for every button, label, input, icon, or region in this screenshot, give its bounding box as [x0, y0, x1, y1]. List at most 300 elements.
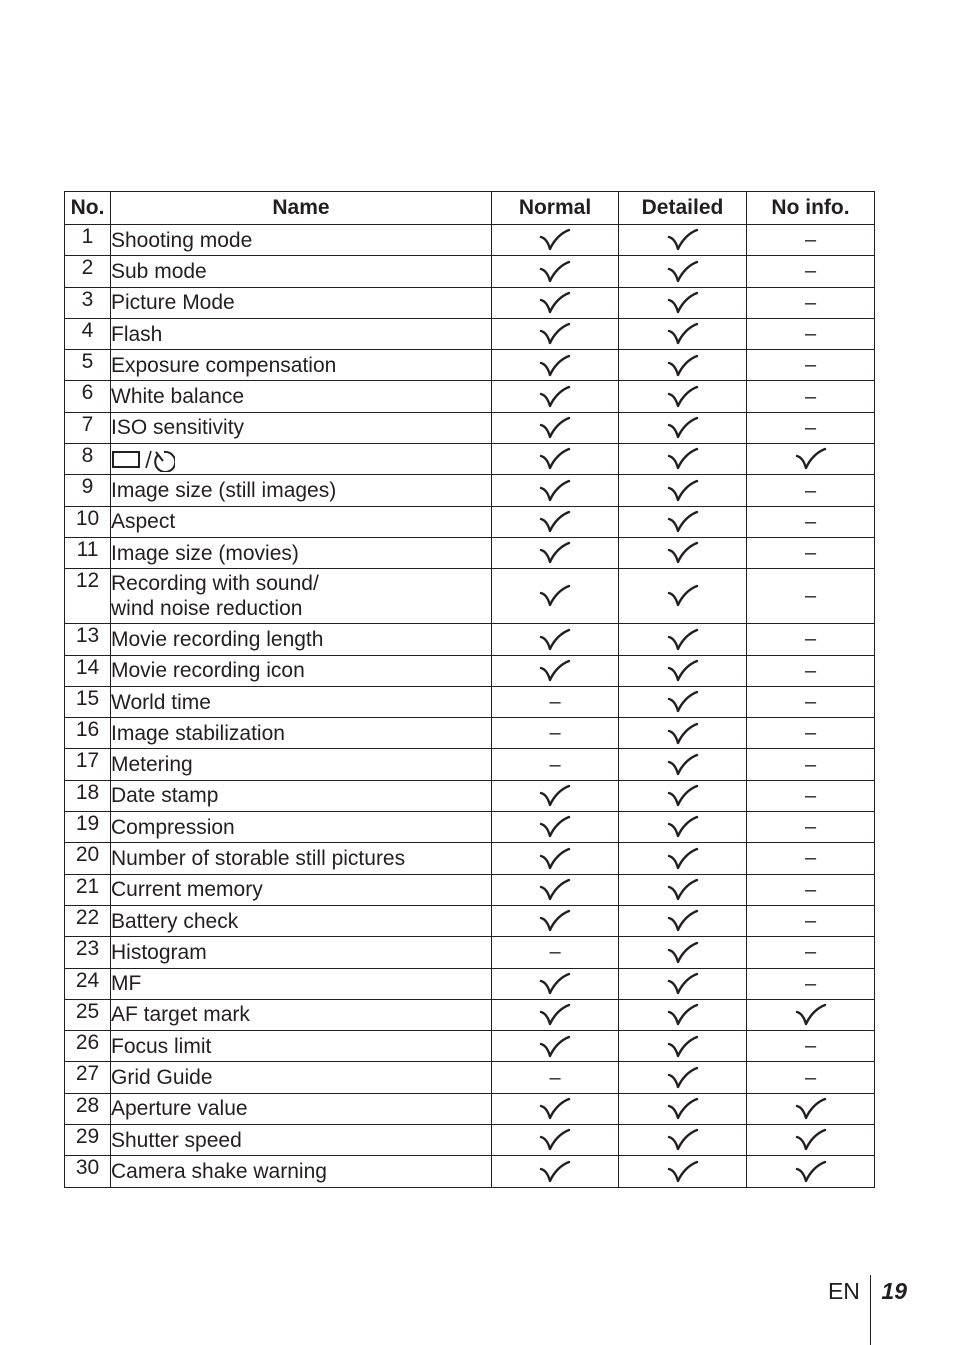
cell-normal — [492, 905, 619, 936]
check-icon — [667, 447, 699, 470]
row-name-line: Current memory — [111, 878, 263, 902]
table-row — [65, 537, 875, 568]
row-name-line: Sub mode — [111, 259, 207, 283]
check-icon — [539, 909, 571, 932]
check-icon — [667, 690, 699, 713]
dash-mark: – — [804, 878, 817, 901]
check-icon — [667, 784, 699, 807]
cell-detailed — [619, 412, 747, 443]
cell-normal — [492, 225, 619, 256]
row-name-line: Histogram — [111, 940, 207, 964]
cell-no-info — [747, 749, 875, 780]
row-name-line: Aspect — [111, 510, 176, 534]
cell-no-info — [747, 905, 875, 936]
check-icon — [667, 909, 699, 932]
row-number: 26 — [65, 1031, 111, 1062]
row-number: 1 — [65, 225, 111, 256]
row-name-line: Flash — [111, 322, 163, 346]
check-icon — [539, 416, 571, 439]
row-number: 3 — [65, 287, 111, 318]
dash-mark: – — [549, 753, 561, 776]
check-icon — [539, 627, 571, 650]
cell-normal — [492, 475, 619, 506]
row-name-line: Recording with sound/ — [111, 572, 319, 596]
row-name-line: White balance — [111, 385, 245, 409]
check-icon — [795, 1097, 827, 1120]
cell-detailed — [619, 874, 747, 905]
check-icon — [667, 815, 699, 838]
table-row — [65, 812, 875, 843]
check-icon — [667, 1097, 699, 1120]
row-number: 19 — [65, 812, 111, 843]
cell-detailed — [619, 381, 747, 412]
check-icon — [667, 384, 699, 407]
check-icon — [667, 1128, 699, 1151]
row-number: 8 — [65, 444, 111, 475]
row-number: 23 — [65, 937, 111, 968]
dash-mark: – — [804, 784, 817, 807]
row-name-icons — [111, 444, 492, 475]
cell-no-info — [747, 655, 875, 686]
dash-mark: – — [804, 291, 817, 314]
table-row — [65, 749, 875, 780]
row-name — [111, 937, 492, 968]
check-icon — [539, 846, 571, 869]
table-row — [65, 968, 875, 999]
table-header-row — [65, 192, 875, 225]
language-label: EN — [827, 1278, 860, 1304]
table-row — [65, 318, 875, 349]
cell-detailed — [619, 569, 747, 624]
header-normal: Normal — [492, 192, 619, 225]
cell-no-info — [747, 843, 875, 874]
table-row — [65, 999, 875, 1030]
cell-no-info — [747, 287, 875, 318]
cell-normal — [492, 569, 619, 624]
row-name — [111, 537, 492, 568]
row-name — [111, 506, 492, 537]
cell-no-info — [747, 1156, 875, 1187]
row-name-line: Movie recording icon — [111, 659, 305, 683]
check-icon — [539, 1034, 571, 1057]
dash-mark: – — [804, 847, 817, 870]
cell-no-info — [747, 624, 875, 655]
check-icon — [667, 627, 699, 650]
cell-detailed — [619, 350, 747, 381]
row-name — [111, 412, 492, 443]
cell-normal — [492, 506, 619, 537]
row-name — [111, 905, 492, 936]
dash-mark: – — [804, 910, 817, 933]
check-icon — [539, 878, 571, 901]
row-name-line: MF — [111, 972, 142, 996]
table-row — [65, 225, 875, 256]
cell-normal — [492, 780, 619, 811]
page-number: 19 — [881, 1278, 907, 1304]
cell-normal — [492, 624, 619, 655]
row-name — [111, 843, 492, 874]
row-number: 17 — [65, 749, 111, 780]
row-name — [111, 1125, 492, 1156]
table-row — [65, 843, 875, 874]
cell-normal — [492, 350, 619, 381]
row-name-line: Grid Guide — [111, 1066, 213, 1090]
cell-detailed — [619, 749, 747, 780]
row-name — [111, 256, 492, 287]
row-number: 4 — [65, 318, 111, 349]
cell-detailed — [619, 686, 747, 717]
header-name: Name — [111, 192, 492, 225]
row-number: 2 — [65, 256, 111, 287]
row-name-line: Image stabilization — [111, 721, 285, 745]
cell-normal — [492, 287, 619, 318]
row-name-line: Picture Mode — [111, 291, 235, 315]
row-name — [111, 287, 492, 318]
dash-mark: – — [804, 691, 817, 713]
table-row — [65, 1156, 875, 1187]
check-icon — [667, 322, 699, 345]
row-name-line: Aperture value — [111, 1097, 248, 1121]
cell-no-info — [747, 780, 875, 811]
row-name-line: Exposure compensation — [111, 353, 337, 377]
dash-mark: – — [804, 1066, 817, 1089]
row-name-line: wind noise reduction — [111, 597, 303, 621]
row-number: 5 — [65, 350, 111, 381]
dash-mark: – — [549, 691, 561, 713]
row-name-line: Focus limit — [111, 1034, 212, 1058]
check-icon — [539, 510, 571, 533]
cell-no-info — [747, 812, 875, 843]
cell-normal — [492, 1031, 619, 1062]
cell-normal — [492, 256, 619, 287]
row-number: 20 — [65, 843, 111, 874]
row-number: 28 — [65, 1093, 111, 1124]
cell-detailed — [619, 475, 747, 506]
row-number: 24 — [65, 968, 111, 999]
cell-detailed — [619, 537, 747, 568]
dash-mark: – — [549, 722, 561, 745]
table-row — [65, 874, 875, 905]
check-icon — [795, 1003, 827, 1026]
row-name — [111, 624, 492, 655]
cell-detailed — [619, 968, 747, 999]
cell-normal — [492, 874, 619, 905]
row-name-line: AF target mark — [111, 1003, 250, 1027]
cell-normal — [492, 1125, 619, 1156]
table-row — [65, 1031, 875, 1062]
check-icon — [667, 1159, 699, 1182]
check-icon — [539, 353, 571, 376]
row-name-line: Metering — [111, 753, 193, 777]
row-name — [111, 318, 492, 349]
cell-normal — [492, 686, 619, 717]
row-number: 25 — [65, 999, 111, 1030]
cell-normal — [492, 537, 619, 568]
check-icon — [539, 447, 571, 470]
row-number: 13 — [65, 624, 111, 655]
row-name — [111, 225, 492, 256]
cell-detailed — [619, 506, 747, 537]
check-icon — [539, 384, 571, 407]
check-icon — [667, 259, 699, 282]
cell-normal — [492, 937, 619, 968]
cell-detailed — [619, 999, 747, 1030]
row-name-line: Camera shake warning — [111, 1159, 327, 1183]
row-number: 18 — [65, 780, 111, 811]
table-row — [65, 506, 875, 537]
check-icon — [539, 1003, 571, 1026]
row-name — [111, 749, 492, 780]
dash-mark: – — [804, 1035, 817, 1058]
table-row — [65, 444, 875, 475]
row-name-line: Movie recording length — [111, 627, 324, 651]
check-icon — [667, 416, 699, 439]
cell-normal — [492, 655, 619, 686]
cell-detailed — [619, 812, 747, 843]
check-icon — [667, 291, 699, 314]
cell-no-info — [747, 1093, 875, 1124]
row-name-line: Date stamp — [111, 784, 219, 808]
check-icon — [667, 510, 699, 533]
dash-mark: – — [804, 229, 817, 252]
cell-normal — [492, 968, 619, 999]
dash-mark: – — [804, 542, 817, 565]
row-name — [111, 1062, 492, 1093]
check-icon — [667, 1065, 699, 1088]
cell-detailed — [619, 937, 747, 968]
check-icon — [667, 721, 699, 744]
row-name — [111, 718, 492, 749]
cell-detailed — [619, 905, 747, 936]
row-name-line: Shutter speed — [111, 1128, 242, 1152]
table-row — [65, 624, 875, 655]
row-number: 12 — [65, 569, 111, 624]
cell-normal — [492, 749, 619, 780]
dash-mark: – — [804, 628, 817, 651]
dash-mark: – — [804, 323, 817, 346]
dash-mark: – — [804, 722, 817, 745]
check-icon — [539, 478, 571, 501]
display-info-table — [64, 191, 875, 1188]
check-icon — [667, 971, 699, 994]
cell-normal — [492, 1062, 619, 1093]
check-icon — [539, 784, 571, 807]
cell-no-info — [747, 937, 875, 968]
cell-normal — [492, 318, 619, 349]
check-icon — [539, 322, 571, 345]
cell-no-info — [747, 225, 875, 256]
table-row — [65, 1125, 875, 1156]
dash-mark: – — [804, 260, 817, 283]
row-number: 6 — [65, 381, 111, 412]
table-row — [65, 381, 875, 412]
check-icon — [539, 584, 571, 607]
row-number: 14 — [65, 655, 111, 686]
table-row — [65, 412, 875, 443]
cell-no-info — [747, 1031, 875, 1062]
dash-mark: – — [804, 753, 817, 776]
row-name — [111, 350, 492, 381]
check-icon — [795, 1128, 827, 1151]
check-icon — [539, 1128, 571, 1151]
table-row — [65, 780, 875, 811]
table-row — [65, 569, 875, 624]
dash-mark: – — [804, 585, 817, 608]
table-row — [65, 686, 875, 717]
cell-no-info — [747, 381, 875, 412]
row-name-line: World time — [111, 690, 211, 714]
row-number: 30 — [65, 1156, 111, 1187]
check-icon — [667, 878, 699, 901]
row-name — [111, 874, 492, 905]
cell-no-info — [747, 1125, 875, 1156]
dash-mark: – — [804, 510, 817, 533]
cell-no-info — [747, 968, 875, 999]
cell-no-info — [747, 874, 875, 905]
row-name-line: ISO sensitivity — [111, 416, 245, 440]
cell-no-info — [747, 718, 875, 749]
row-number: 7 — [65, 412, 111, 443]
cell-detailed — [619, 843, 747, 874]
cell-detailed — [619, 318, 747, 349]
table-row — [65, 287, 875, 318]
cell-no-info — [747, 537, 875, 568]
table-row — [65, 350, 875, 381]
cell-no-info — [747, 256, 875, 287]
row-name-line: Image size (movies) — [111, 541, 299, 565]
row-name — [111, 475, 492, 506]
row-number: 15 — [65, 686, 111, 717]
cell-normal — [492, 812, 619, 843]
check-icon — [667, 752, 699, 775]
check-icon — [667, 658, 699, 681]
cell-no-info — [747, 350, 875, 381]
row-number: 16 — [65, 718, 111, 749]
row-name — [111, 1031, 492, 1062]
cell-detailed — [619, 1156, 747, 1187]
table-row — [65, 256, 875, 287]
cell-no-info — [747, 444, 875, 475]
cell-no-info — [747, 475, 875, 506]
check-icon — [539, 291, 571, 314]
cell-no-info — [747, 999, 875, 1030]
row-name — [111, 686, 492, 717]
cell-normal — [492, 412, 619, 443]
cell-detailed — [619, 655, 747, 686]
check-icon — [667, 478, 699, 501]
row-name — [111, 780, 492, 811]
row-name-line: Battery check — [111, 909, 239, 933]
cell-detailed — [619, 624, 747, 655]
check-icon — [539, 815, 571, 838]
table-row — [65, 1093, 875, 1124]
check-icon — [539, 1097, 571, 1120]
cell-detailed — [619, 225, 747, 256]
row-name — [111, 569, 492, 624]
cell-normal — [492, 444, 619, 475]
cell-detailed — [619, 444, 747, 475]
dash-mark: – — [804, 416, 817, 439]
row-name — [111, 381, 492, 412]
cell-no-info — [747, 686, 875, 717]
row-number: 27 — [65, 1062, 111, 1093]
table-row — [65, 655, 875, 686]
cell-detailed — [619, 256, 747, 287]
check-icon — [539, 658, 571, 681]
check-icon — [667, 1034, 699, 1057]
row-number: 10 — [65, 506, 111, 537]
row-name-line: Shooting mode — [111, 228, 253, 252]
cell-detailed — [619, 718, 747, 749]
dash-mark: – — [549, 1066, 561, 1089]
check-icon — [667, 353, 699, 376]
single-shot-self-timer-icon — [111, 447, 175, 470]
row-name — [111, 999, 492, 1030]
dash-mark: – — [804, 385, 817, 408]
cell-no-info — [747, 318, 875, 349]
cell-no-info — [747, 569, 875, 624]
header-no: No. — [65, 192, 111, 225]
cell-normal — [492, 843, 619, 874]
row-name-line: Image size (still images) — [111, 479, 337, 503]
dash-mark: – — [804, 816, 817, 839]
header-detailed: Detailed — [619, 192, 747, 225]
table-row — [65, 718, 875, 749]
row-name — [111, 1093, 492, 1124]
header-no-info: No info. — [747, 192, 875, 225]
page-footer — [828, 1275, 907, 1345]
check-icon — [539, 541, 571, 564]
check-icon — [667, 228, 699, 251]
dash-mark: – — [804, 659, 817, 682]
row-number: 21 — [65, 874, 111, 905]
cell-detailed — [619, 287, 747, 318]
table-row — [65, 1062, 875, 1093]
cell-detailed — [619, 780, 747, 811]
cell-normal — [492, 1156, 619, 1187]
dash-mark: – — [804, 941, 817, 964]
row-name-line: Number of storable still pictures — [111, 846, 406, 870]
check-icon — [539, 971, 571, 994]
row-number: 11 — [65, 537, 111, 568]
check-icon — [667, 584, 699, 607]
table-row — [65, 475, 875, 506]
dash-mark: – — [549, 941, 561, 964]
row-name — [111, 1156, 492, 1187]
cell-normal — [492, 381, 619, 412]
cell-normal — [492, 718, 619, 749]
cell-no-info — [747, 506, 875, 537]
check-icon — [667, 541, 699, 564]
check-icon — [667, 1003, 699, 1026]
check-icon — [795, 1159, 827, 1182]
check-icon — [539, 228, 571, 251]
cell-no-info — [747, 1062, 875, 1093]
cell-detailed — [619, 1062, 747, 1093]
check-icon — [667, 940, 699, 963]
cell-no-info — [747, 412, 875, 443]
cell-normal — [492, 1093, 619, 1124]
check-icon — [795, 447, 827, 470]
cell-detailed — [619, 1125, 747, 1156]
row-number: 29 — [65, 1125, 111, 1156]
check-icon — [539, 259, 571, 282]
table-row — [65, 905, 875, 936]
dash-mark: – — [804, 479, 817, 502]
cell-detailed — [619, 1031, 747, 1062]
cell-detailed — [619, 1093, 747, 1124]
table-row — [65, 937, 875, 968]
